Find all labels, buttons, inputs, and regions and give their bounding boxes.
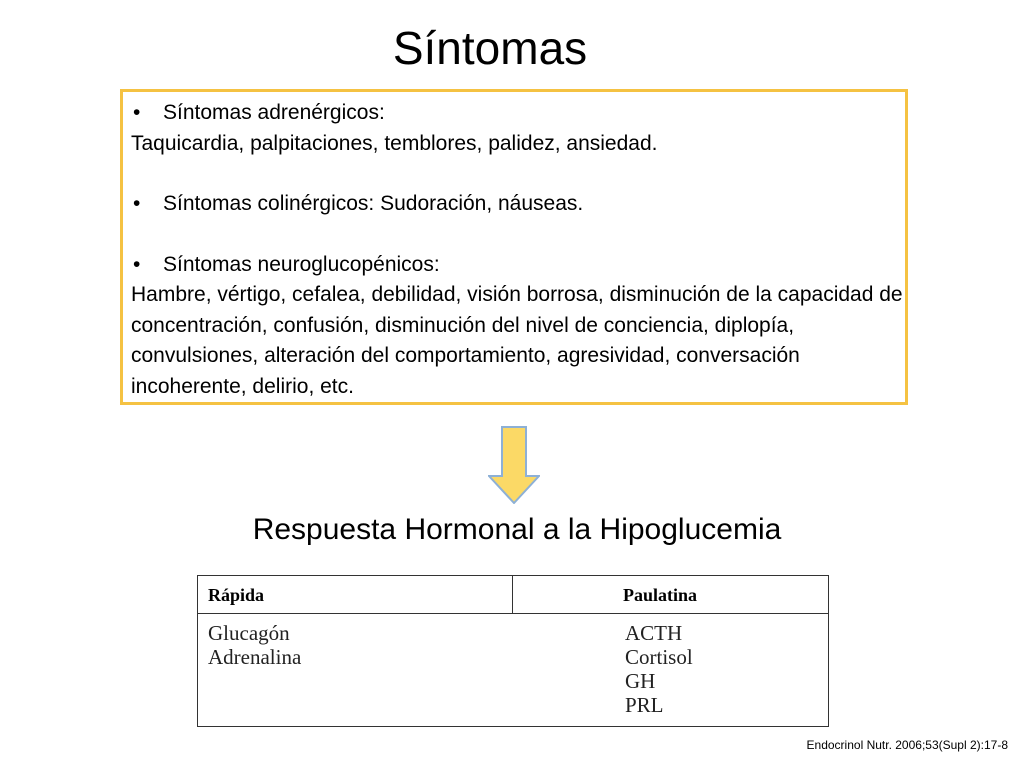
- cholinergic-label: Síntomas colinérgicos: Sudoración, náuseas.: [163, 192, 584, 215]
- neuroglycopenic-heading: [131, 250, 905, 281]
- bullet: •: [133, 192, 141, 215]
- citation: Endocrinol Nutr. 2006;53(Supl 2):17-8: [806, 738, 1008, 752]
- list-item: ACTH: [625, 621, 683, 645]
- hormone-table: [197, 575, 829, 727]
- bullet: •: [133, 101, 141, 124]
- column-rapida: [208, 621, 301, 669]
- list-item: Glucagón: [208, 621, 290, 645]
- adrenergic-heading: [131, 98, 905, 129]
- bullet: •: [133, 252, 141, 276]
- list-item: Cortisol: [625, 645, 693, 669]
- symptoms-box: [120, 89, 908, 405]
- column-divider: [512, 576, 513, 614]
- down-arrow-icon: [488, 426, 540, 504]
- table-header-row: [198, 576, 828, 614]
- list-item: PRL: [625, 693, 664, 717]
- header-rapida: Rápida: [208, 585, 265, 605]
- column-paulatina: [625, 621, 693, 717]
- slide-title: Síntomas: [392, 22, 588, 74]
- cholinergic-heading: [131, 189, 905, 220]
- neuroglycopenic-label: Síntomas neuroglucopénicos:: [163, 252, 440, 276]
- section-subtitle: Respuesta Hormonal a la Hipoglucemia: [252, 513, 782, 546]
- adrenergic-label: Síntomas adrenérgicos:: [163, 101, 385, 124]
- list-item: Adrenalina: [208, 645, 302, 669]
- neuroglycopenic-text: Hambre, vértigo, cefalea, debilidad, visión borrosa, disminución de la capacidad de concentración, confusión, disminución del nivel de conciencia, diplopía, convulsiones, alteración del comportamiento, agresividad, conversación incoherente, delirio, etc.: [131, 283, 903, 398]
- header-paulatina: Paulatina: [623, 585, 698, 605]
- list-item: GH: [625, 669, 656, 693]
- adrenergic-text: Taquicardia, palpitaciones, temblores, palidez, ansiedad.: [131, 131, 658, 155]
